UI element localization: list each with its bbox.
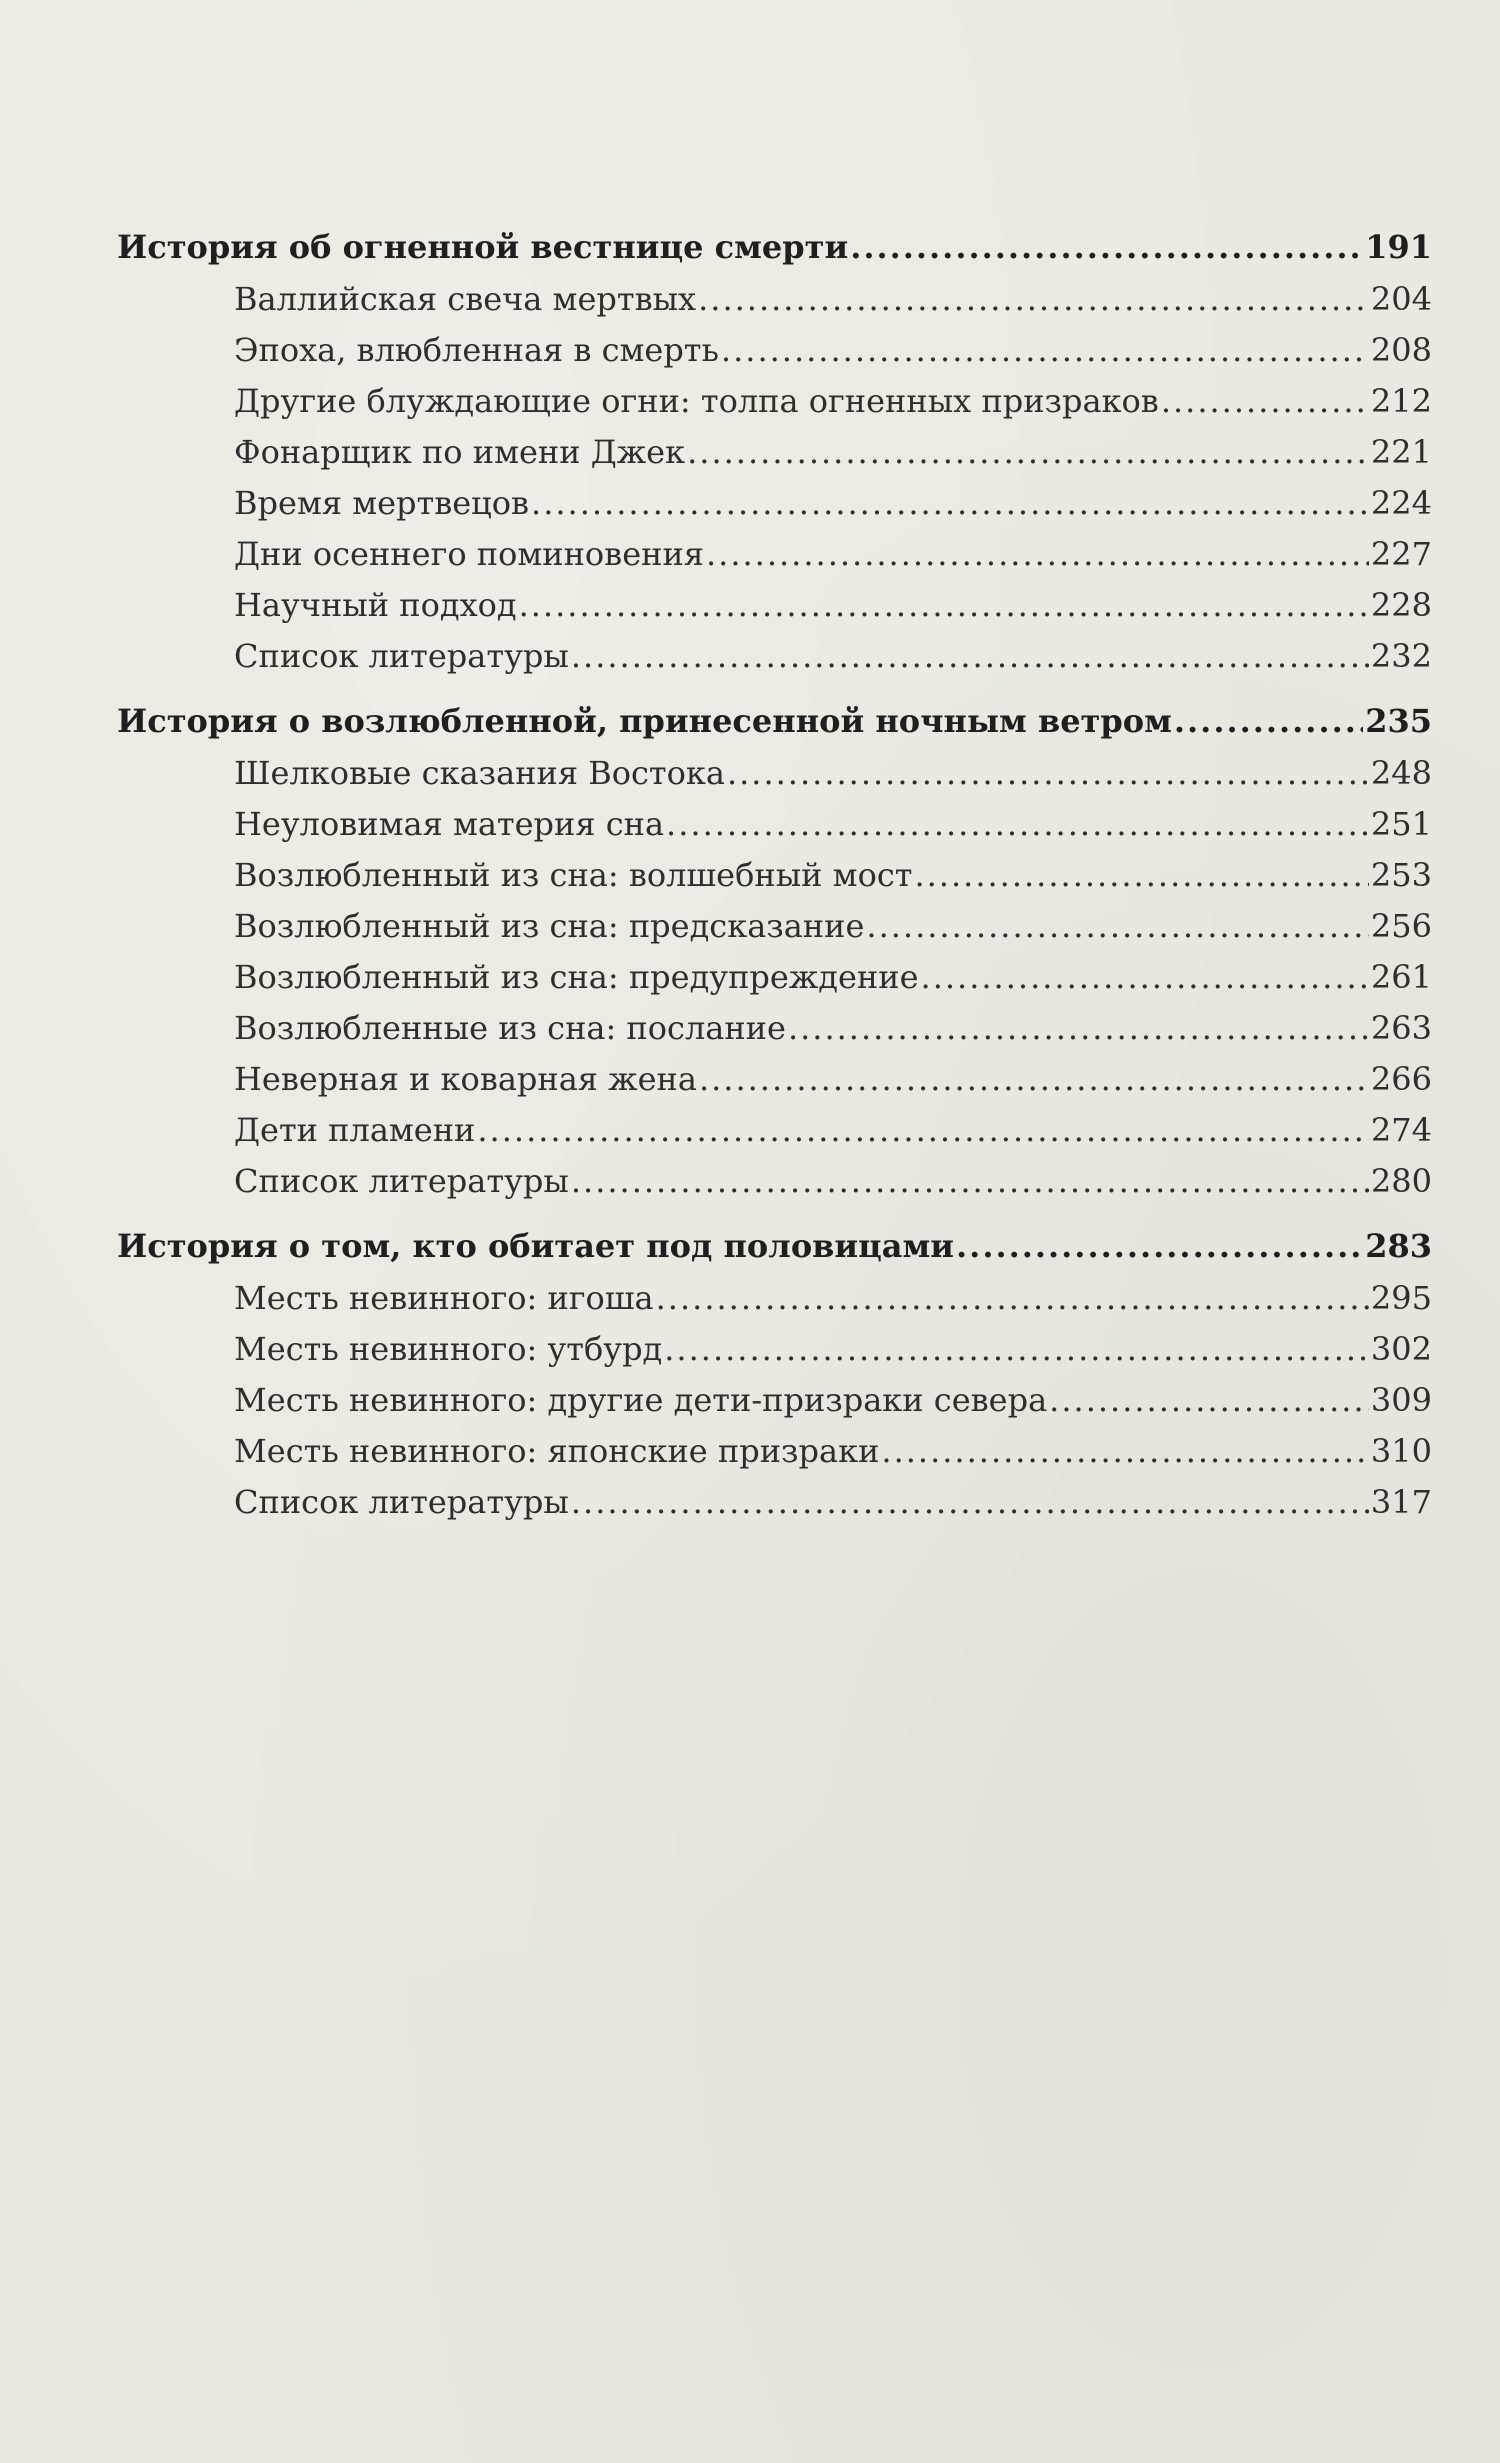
dot-leader xyxy=(571,1156,1369,1207)
toc-entry-row xyxy=(117,478,1432,529)
toc-entry-row xyxy=(117,1426,1432,1477)
dot-leader xyxy=(571,631,1369,682)
toc-entry-row xyxy=(117,901,1432,952)
entry-page-number: 251 xyxy=(1370,805,1432,843)
chapter-page-number: 191 xyxy=(1365,228,1432,266)
entry-title: Неверная и коварная жена xyxy=(234,1060,697,1098)
toc-entry-row xyxy=(117,1477,1432,1528)
entry-title: Дни осеннего поминовения xyxy=(234,535,704,573)
toc-entry-row xyxy=(117,850,1432,901)
entry-page-number: 228 xyxy=(1370,586,1432,624)
entry-page-number: 212 xyxy=(1370,382,1432,420)
toc-entry-row xyxy=(117,529,1432,580)
entry-page-number: 253 xyxy=(1370,856,1432,894)
entry-title: Фонарщик по имени Джек xyxy=(234,433,686,471)
entry-title: Валлийская свеча мертвых xyxy=(234,280,697,318)
chapter-page-number: 283 xyxy=(1365,1227,1432,1265)
toc-section xyxy=(117,220,1432,682)
entry-title: Неуловимая материя сна xyxy=(234,805,665,843)
entry-title: Другие блуждающие огни: толпа огненных призраков xyxy=(234,382,1159,420)
dot-leader xyxy=(1049,1375,1369,1426)
toc-chapter-row xyxy=(117,1219,1432,1273)
chapter-page-number: 235 xyxy=(1365,702,1432,740)
dot-leader xyxy=(850,220,1363,274)
entry-page-number: 256 xyxy=(1370,907,1432,945)
toc-entry-row xyxy=(117,1105,1432,1156)
entry-title: Месть невинного: японские призраки xyxy=(234,1432,880,1470)
entry-title: Шелковые сказания Востока xyxy=(234,754,725,792)
entry-page-number: 221 xyxy=(1370,433,1432,471)
toc-entry-row xyxy=(117,1273,1432,1324)
entry-page-number: 295 xyxy=(1370,1279,1432,1317)
entry-title: Месть невинного: другие дети-призраки севера xyxy=(234,1381,1048,1419)
entry-title: Месть невинного: игоша xyxy=(234,1279,654,1317)
dot-leader xyxy=(571,1477,1369,1528)
toc-entry-row xyxy=(117,580,1432,631)
entry-page-number: 224 xyxy=(1370,484,1432,522)
table-of-contents xyxy=(117,220,1432,1540)
entry-title: Список литературы xyxy=(234,1162,569,1200)
dot-leader xyxy=(721,325,1369,376)
toc-entry-row xyxy=(117,1324,1432,1375)
toc-entry-row xyxy=(117,799,1432,850)
toc-entry-row xyxy=(117,1375,1432,1426)
entry-title: Научный подход xyxy=(234,586,517,624)
entry-page-number: 309 xyxy=(1370,1381,1432,1419)
toc-entry-row xyxy=(117,952,1432,1003)
entry-title: Дети пламени xyxy=(234,1111,476,1149)
toc-entry-row xyxy=(117,376,1432,427)
entry-page-number: 261 xyxy=(1370,958,1432,996)
dot-leader xyxy=(477,1105,1369,1156)
entry-page-number: 317 xyxy=(1370,1483,1432,1521)
toc-entry-row xyxy=(117,1054,1432,1105)
entry-title: Месть невинного: утбурд xyxy=(234,1330,663,1368)
entry-title: Возлюбленный из сна: волшебный мост xyxy=(234,856,913,894)
dot-leader xyxy=(666,799,1369,850)
toc-chapter-row xyxy=(117,694,1432,748)
entry-page-number: 274 xyxy=(1370,1111,1432,1149)
dot-leader xyxy=(914,850,1368,901)
entry-page-number: 204 xyxy=(1370,280,1432,318)
toc-entry-row xyxy=(117,427,1432,478)
dot-leader xyxy=(687,427,1369,478)
entry-title: Возлюбленный из сна: предсказание xyxy=(234,907,865,945)
toc-entry-row xyxy=(117,1003,1432,1054)
entry-title: Список литературы xyxy=(234,637,569,675)
entry-page-number: 263 xyxy=(1370,1009,1432,1047)
toc-section xyxy=(117,694,1432,1207)
chapter-title: История о том, кто обитает под половицами xyxy=(117,1227,955,1265)
dot-leader xyxy=(656,1273,1369,1324)
toc-entry-row xyxy=(117,325,1432,376)
toc-section xyxy=(117,1219,1432,1528)
entry-title: Список литературы xyxy=(234,1483,569,1521)
entry-title: Возлюбленный из сна: предупреждение xyxy=(234,958,919,996)
entry-page-number: 266 xyxy=(1370,1060,1432,1098)
toc-entry-row xyxy=(117,274,1432,325)
toc-entry-row xyxy=(117,631,1432,682)
dot-leader xyxy=(698,274,1369,325)
dot-leader xyxy=(699,1054,1369,1105)
dot-leader xyxy=(866,901,1369,952)
entry-page-number: 310 xyxy=(1370,1432,1432,1470)
toc-chapter-row xyxy=(117,220,1432,274)
dot-leader xyxy=(956,1219,1363,1273)
entry-page-number: 232 xyxy=(1370,637,1432,675)
entry-page-number: 302 xyxy=(1370,1330,1432,1368)
dot-leader xyxy=(1174,694,1363,748)
dot-leader xyxy=(1161,376,1369,427)
entry-page-number: 248 xyxy=(1370,754,1432,792)
entry-title: Возлюбленные из сна: послание xyxy=(234,1009,786,1047)
entry-page-number: 280 xyxy=(1370,1162,1432,1200)
chapter-title: История о возлюбленной, принесенной ночным ветром xyxy=(117,702,1172,740)
dot-leader xyxy=(881,1426,1369,1477)
entry-page-number: 208 xyxy=(1370,331,1432,369)
dot-leader xyxy=(664,1324,1369,1375)
dot-leader xyxy=(921,952,1369,1003)
entry-title: Эпоха, влюбленная в смерть xyxy=(234,331,719,369)
dot-leader xyxy=(531,478,1369,529)
toc-entry-row xyxy=(117,748,1432,799)
entry-page-number: 227 xyxy=(1370,535,1432,573)
dot-leader xyxy=(727,748,1369,799)
entry-title: Время мертвецов xyxy=(234,484,530,522)
dot-leader xyxy=(519,580,1369,631)
chapter-title: История об огненной вестнице смерти xyxy=(117,228,849,266)
dot-leader xyxy=(706,529,1369,580)
toc-entry-row xyxy=(117,1156,1432,1207)
dot-leader xyxy=(788,1003,1369,1054)
